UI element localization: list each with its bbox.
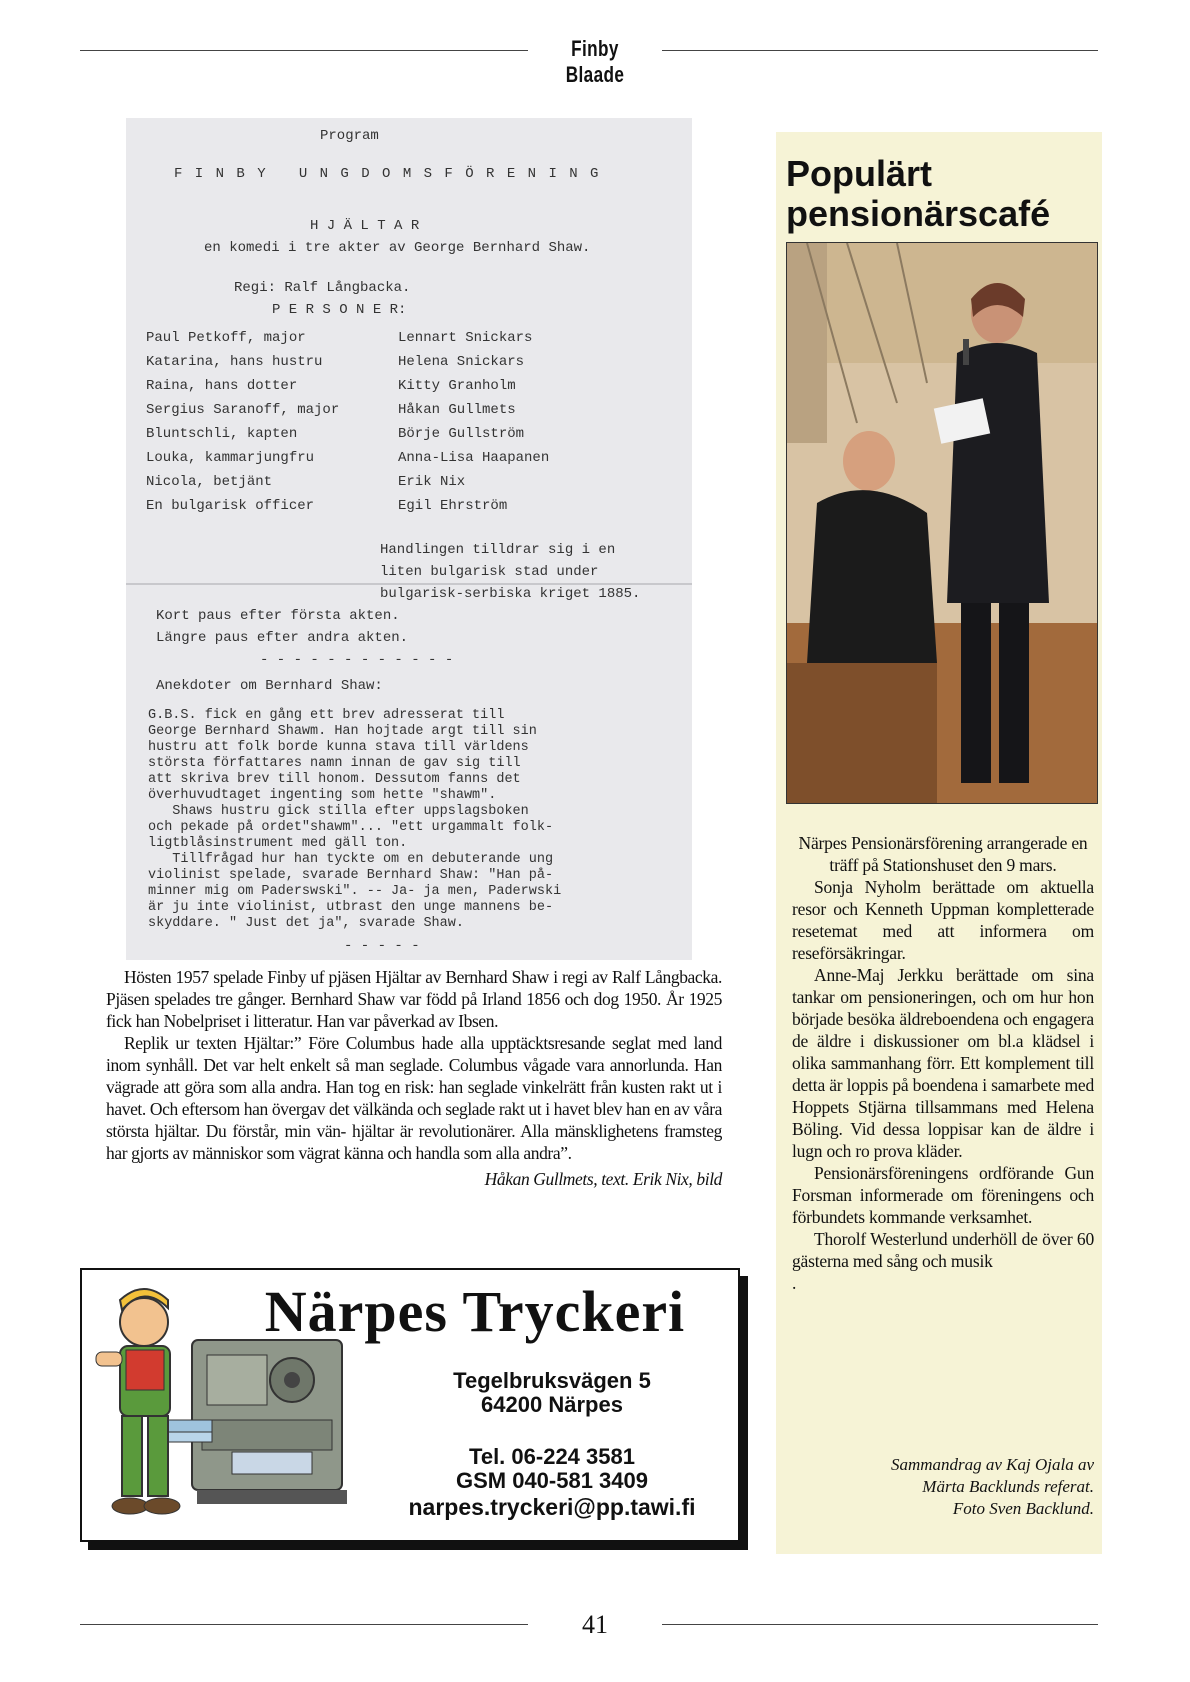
setting-line: bulgarisk-serbiska kriget 1885. [380, 586, 641, 602]
ad-brand-name: Närpes Tryckeri [264, 1279, 686, 1344]
program-heading: Program [320, 128, 379, 144]
anecdote-line: violinist spelade, svarade Bernhard Shaw: "Han på- [148, 868, 554, 883]
anecdote-heading: Anekdoter om Bernhard Shaw: [156, 678, 383, 694]
credit-line: Sammandrag av Kaj Ojala av [890, 1455, 1094, 1474]
pensioner-cafe-sidebar [776, 132, 1102, 1554]
footer-rule-right [662, 1624, 1098, 1625]
cast-role: Louka, kammarjungfru [146, 450, 315, 466]
header-rule-left [80, 50, 528, 51]
setting-line: liten bulgarisk stad under [380, 564, 599, 580]
program-cast-heading: P E R S O N E R: [272, 302, 407, 318]
play-article [106, 966, 722, 1190]
speaker-photo [787, 243, 1097, 803]
cast-actor: Lennart Snickars [398, 330, 533, 346]
credit-line: Märta Backlunds referat. [922, 1477, 1094, 1496]
sidebar-photo [786, 242, 1098, 804]
anecdote-line: ligtblåsinstrument med gäll ton. [148, 836, 408, 851]
cast-actor: Erik Nix [398, 474, 466, 490]
printer-advertisement [80, 1268, 740, 1542]
program-director: Regi: Ralf Långbacka. [234, 280, 411, 296]
ad-mobile: GSM 040-581 3409 [455, 1468, 649, 1493]
ad-street: Tegelbruksvägen 5 [453, 1368, 651, 1393]
sidebar-paragraph: Anne-Maj Jerkku berättade om sina tankar om pensioneringen, och om hur hon började besöka äldreboendena och engagera de äldre i diskussioner om bl.a klädsel i olika sammanhang förr. Ett komplement till detta är loppis på boendena i samarbete med Hoppets Stjärna tillsammans med Helena Böling. Vid dessa loppisar kan de äldre i lugn och ro prova kläder. [792, 965, 1094, 1161]
sidebar-paragraph: Sonja Nyholm berättade om aktuella resor och Kenneth Uppman kompletterade resetemat med att informera om reseförsäkringar. [792, 877, 1094, 963]
program-org: F I N B Y U N G D O M S F Ö R E N I N G [174, 166, 601, 182]
program-scan [126, 118, 692, 960]
article-paragraph: Hösten 1957 spelade Finby uf pjäsen Hjältar av Bernhard Shaw i regi av Ralf Långbacka. Pjäsen spelades tre gånger. Bernhard Shaw var född på Irland 1856 och dog 1950. År 1925 fick han Nobelpriset i litteratur. Han var påverkad av Ibsen. [106, 967, 722, 1031]
program-end-mark: - - - - - [344, 938, 420, 954]
cast-actor: Håkan Gullmets [398, 402, 516, 418]
anecdote-line: är ju inte violinist, utbrast den unge mannens be- [148, 900, 554, 915]
cast-actor: Börje Gullström [398, 426, 525, 442]
anecdote-line: och pekade på ordet"shawm"... "ett urgammalt folk- [148, 820, 554, 835]
sidebar-paragraph: Pensionärsföreningens ordförande Gun Forsman informerade om föreningens och förbundets kommande verksamhet. [792, 1163, 1094, 1227]
running-title: Finby Blaade [565, 36, 625, 87]
cast-role: En bulgarisk officer [146, 498, 315, 514]
ad-email: narpes.tryckeri@pp.tawi.fi [408, 1494, 696, 1520]
anecdote-line: G.B.S. fick en gång ett brev adresserat till [148, 708, 505, 723]
cast-role: Raina, hans dotter [146, 378, 298, 394]
ad-phone: Tel. 06-224 3581 [469, 1444, 635, 1469]
anecdote-line: Tillfrågad hur han tyckte om en debuterande ung [148, 852, 554, 867]
cast-actor: Anna-Lisa Haapanen [398, 450, 550, 466]
anecdote-line: största författares namn innan de gav sig till [148, 756, 521, 771]
anecdote-line: Shaws hustru gick stilla efter uppslagsboken [148, 804, 529, 819]
anecdote-line: hustru att folk borde kunna stava till världens [148, 740, 529, 755]
footer-rule-left [80, 1624, 528, 1625]
sidebar-paragraph: . [792, 1273, 797, 1293]
paper-fold [126, 583, 692, 585]
sidebar-body [792, 832, 1094, 1294]
article-credit: Håkan Gullmets, text. Erik Nix, bild [484, 1169, 722, 1189]
pause-line: Längre paus efter andra akten. [156, 630, 409, 646]
setting-line: Handlingen tilldrar sig i en [380, 542, 616, 558]
anecdote-line: skyddare. " Just det ja", svarade Shaw. [148, 916, 464, 931]
program-play-title: H J Ä L T A R [310, 218, 420, 234]
header-rule-right [662, 50, 1098, 51]
cast-role: Katarina, hans hustru [146, 354, 323, 370]
anecdote-line: George Bernhard Shawm. Han hojtade argt till sin [148, 724, 537, 739]
article-paragraph: Replik ur texten Hjältar:” Före Columbus hade alla upptäcktsresande seglat med land inom synhåll. Det var helt enkelt så man seglade. Columbus vågade vara annorlunda. Han vägrade att göra som alla andra. Han tog en risk: han seglade vinkelrätt från kusten rakt ut i havet. Och eftersom han övergav det välkända och seglade rakt ut i havet blev han en av våra största hjältar. Du förstår, min vän- hjältar är revolutionärer. Alla mänsklighetens framsteg har gjorts av människor som vägrat känna och handla som alla andra”. [106, 1033, 722, 1163]
sidebar-paragraph: Thorolf Westerlund underhöll de över 60 gästerna med sång och musik [792, 1229, 1094, 1271]
anecdote-line: att skriva brev till honom. Dessutom fanns det [148, 772, 521, 787]
cast-actor: Helena Snickars [398, 354, 525, 370]
anecdote-line: minner mig om Paderswski". -- Ja- ja men, Paderwski [148, 884, 562, 899]
cast-role: Sergius Saranoff, major [146, 402, 340, 418]
anecdote-line: överhuvudtaget ingenting som hette "shawm". [148, 788, 497, 803]
sidebar-paragraph: Närpes Pensionärsförening arrangerade en träff på Stationshuset den 9 mars. [798, 833, 1088, 875]
ad-postal: 64200 Närpes [481, 1392, 623, 1417]
cast-role: Nicola, betjänt [146, 474, 273, 490]
program-divider: - - - - - - - - - - - - [260, 652, 454, 668]
cast-actor: Kitty Granholm [398, 378, 516, 394]
sidebar-title: Populärt pensionärscafé [786, 153, 1051, 234]
cast-role: Paul Petkoff, major [146, 330, 306, 346]
cast-role: Bluntschli, kapten [146, 426, 298, 442]
cast-actor: Egil Ehrström [398, 498, 508, 514]
program-subtitle: en komedi i tre akter av George Bernhard Shaw. [204, 240, 591, 256]
sidebar-credit [792, 1454, 1094, 1520]
page-number: 41 [582, 1610, 608, 1639]
pause-line: Kort paus efter första akten. [156, 608, 400, 624]
credit-line: Foto Sven Backlund. [952, 1499, 1094, 1518]
